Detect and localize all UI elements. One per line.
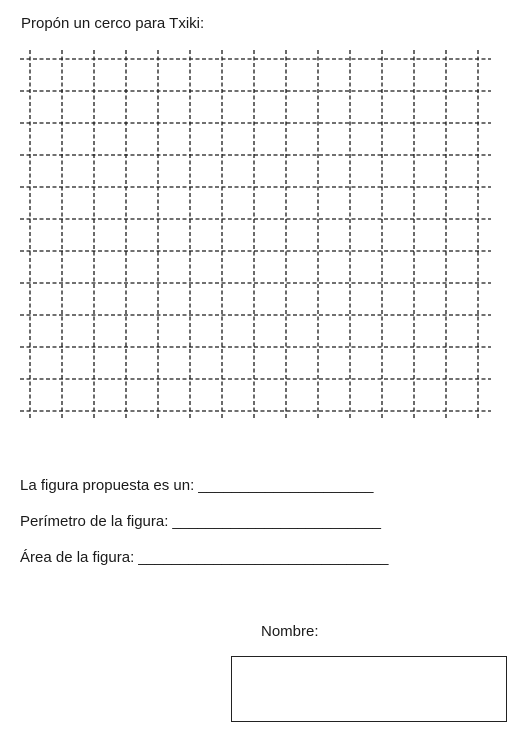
perimeter-label: Perímetro de la figura: — [20, 513, 169, 530]
figure-type-label: La figura propuesta es un: — [20, 477, 195, 494]
area-blank[interactable]: ______________________________ — [138, 549, 389, 566]
perimeter-blank[interactable]: _________________________ — [172, 513, 381, 530]
figure-type-field[interactable] — [20, 477, 374, 495]
figure-type-blank[interactable]: _____________________ — [198, 477, 374, 494]
area-label: Área de la figura: — [20, 549, 135, 566]
name-label: Nombre: — [261, 623, 319, 640]
perimeter-field[interactable] — [20, 513, 381, 531]
worksheet-title: Propón un cerco para Txiki: — [21, 15, 205, 32]
name-input-box[interactable] — [231, 656, 507, 722]
area-field[interactable] — [20, 549, 389, 567]
